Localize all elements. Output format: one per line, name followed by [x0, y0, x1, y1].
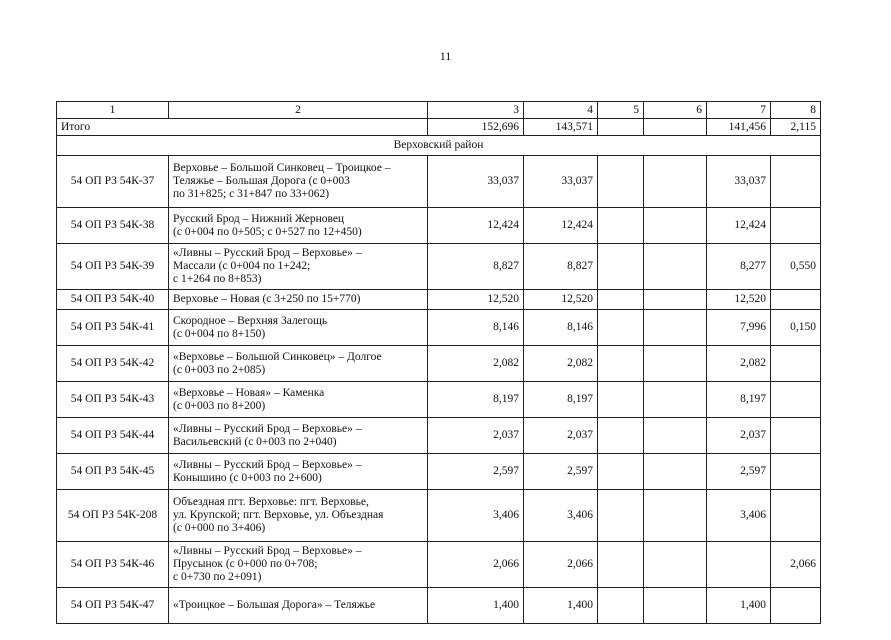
road-name-line: «Ливны – Русский Брод – Верховье» – — [173, 545, 362, 557]
table-row — [57, 244, 821, 290]
table-row — [57, 454, 821, 490]
total-col-4: 143,571 — [524, 119, 598, 136]
value-col-3: 12,520 — [428, 290, 524, 310]
value-col-3: 12,424 — [428, 208, 524, 244]
header-cell: 7 — [707, 102, 771, 119]
value-col-6 — [644, 454, 707, 490]
value-col-8 — [771, 290, 821, 310]
road-name-line: Теляжье – Большая Дорога (с 0+003 — [173, 175, 350, 187]
road-name — [169, 542, 428, 588]
table-row — [57, 588, 821, 624]
value-col-8 — [771, 490, 821, 542]
road-name-line: Скородное – Верхняя Залегощь — [173, 314, 328, 327]
road-registry-table — [56, 101, 821, 624]
value-col-3: 33,037 — [428, 156, 524, 208]
value-col-4: 8,146 — [524, 310, 598, 346]
district-title: Верховский район — [57, 136, 821, 156]
value-col-3: 3,406 — [428, 490, 524, 542]
header-cell: 2 — [169, 102, 428, 119]
total-col-8: 2,115 — [771, 119, 821, 136]
road-name-line: (с 0+004 по 8+150) — [173, 327, 266, 340]
road-code: 54 ОП РЗ 54К-44 — [57, 418, 169, 454]
value-col-6 — [644, 588, 707, 624]
header-cell: 6 — [644, 102, 707, 119]
value-col-8 — [771, 346, 821, 382]
road-name — [169, 490, 428, 542]
value-col-8 — [771, 588, 821, 624]
value-col-4: 2,082 — [524, 346, 598, 382]
value-col-3: 1,400 — [428, 588, 524, 624]
value-col-8 — [771, 156, 821, 208]
value-col-6 — [644, 346, 707, 382]
value-col-5 — [598, 382, 644, 418]
road-name — [169, 244, 428, 290]
road-name-line: «Ливны – Русский Брод – Верховье» – — [173, 247, 362, 259]
table-row — [57, 208, 821, 244]
value-col-4: 2,066 — [524, 542, 598, 588]
road-name — [169, 382, 428, 418]
value-col-5 — [598, 418, 644, 454]
road-name-line: «Ливны – Русский Брод – Верховье» – — [173, 458, 362, 471]
value-col-3: 2,066 — [428, 542, 524, 588]
value-col-4: 12,424 — [524, 208, 598, 244]
road-name — [169, 418, 428, 454]
table-row — [57, 346, 821, 382]
road-code: 54 ОП РЗ 54К-45 — [57, 454, 169, 490]
value-col-6 — [644, 542, 707, 588]
road-name-line: по 31+825; с 31+847 по 33+062) — [173, 188, 330, 200]
value-col-3: 2,082 — [428, 346, 524, 382]
table-row — [57, 542, 821, 588]
road-name-line: с 1+264 по 8+853) — [173, 273, 262, 285]
header-cell: 1 — [57, 102, 169, 119]
road-name-line: Прусынок (с 0+000 по 0+708; — [173, 558, 318, 570]
header-cell: 8 — [771, 102, 821, 119]
road-code: 54 ОП РЗ 54К-39 — [57, 244, 169, 290]
road-code: 54 ОП РЗ 54К-43 — [57, 382, 169, 418]
value-col-4: 2,597 — [524, 454, 598, 490]
value-col-5 — [598, 244, 644, 290]
header-row — [57, 102, 821, 119]
value-col-4: 33,037 — [524, 156, 598, 208]
value-col-7: 12,520 — [707, 290, 771, 310]
road-name-line: Русский Брод – Нижний Жерновец — [173, 212, 345, 225]
road-code: 54 ОП РЗ 54К-208 — [57, 490, 169, 542]
value-col-8: 0,150 — [771, 310, 821, 346]
road-name-line: (с 0+000 по 3+406) — [173, 522, 266, 534]
road-name-line: Объездная пгт. Верховье: пгт. Верховье, — [173, 496, 369, 508]
value-col-5 — [598, 310, 644, 346]
road-code: 54 ОП РЗ 54К-38 — [57, 208, 169, 244]
road-name-line: (с 0+003 по 2+085) — [173, 363, 266, 376]
value-col-6 — [644, 418, 707, 454]
road-name-line: (с 0+004 по 0+505; с 0+527 по 12+450) — [173, 225, 362, 238]
value-col-4: 12,520 — [524, 290, 598, 310]
road-name-line: Васильевский (с 0+003 по 2+040) — [173, 435, 337, 448]
value-col-8 — [771, 382, 821, 418]
table-row — [57, 418, 821, 454]
road-name — [169, 156, 428, 208]
road-name-line: «Верховье – Новая» – Каменка — [173, 386, 325, 399]
road-code: 54 ОП РЗ 54К-41 — [57, 310, 169, 346]
value-col-6 — [644, 208, 707, 244]
value-col-7: 2,082 — [707, 346, 771, 382]
road-name-line: «Верховье – Большой Синковец» – Долгое — [173, 350, 382, 363]
table-row — [57, 310, 821, 346]
value-col-7: 33,037 — [707, 156, 771, 208]
value-col-7: 2,037 — [707, 418, 771, 454]
value-col-3: 2,597 — [428, 454, 524, 490]
total-label: Итого — [57, 119, 428, 136]
value-col-3: 8,146 — [428, 310, 524, 346]
value-col-4: 8,197 — [524, 382, 598, 418]
value-col-5 — [598, 346, 644, 382]
header-cell: 4 — [524, 102, 598, 119]
total-col-6 — [644, 119, 707, 136]
value-col-7: 3,406 — [707, 490, 771, 542]
road-name-line: «Ливны – Русский Брод – Верховье» – — [173, 422, 362, 435]
road-name — [169, 454, 428, 490]
road-name-line: Верховье – Новая (с 3+250 по 15+770) — [173, 293, 361, 305]
road-name-line: (с 0+003 по 8+200) — [173, 399, 266, 412]
table-row — [57, 156, 821, 208]
road-name — [169, 208, 428, 244]
value-col-8: 0,550 — [771, 244, 821, 290]
value-col-4: 2,037 — [524, 418, 598, 454]
value-col-5 — [598, 454, 644, 490]
header-cell: 5 — [598, 102, 644, 119]
value-col-5 — [598, 588, 644, 624]
value-col-4: 8,827 — [524, 244, 598, 290]
table-row — [57, 290, 821, 310]
value-col-7: 12,424 — [707, 208, 771, 244]
road-code: 54 ОП РЗ 54К-40 — [57, 290, 169, 310]
total-col-3: 152,696 — [428, 119, 524, 136]
road-name-line: Верховье – Большой Синковец – Троицкое – — [173, 162, 391, 174]
value-col-7 — [707, 542, 771, 588]
value-col-5 — [598, 542, 644, 588]
value-col-8: 2,066 — [771, 542, 821, 588]
value-col-3: 8,827 — [428, 244, 524, 290]
road-code: 54 ОП РЗ 54К-47 — [57, 588, 169, 624]
value-col-5 — [598, 156, 644, 208]
value-col-5 — [598, 290, 644, 310]
road-name-line: с 0+730 по 2+091) — [173, 571, 262, 583]
header-cell: 3 — [428, 102, 524, 119]
value-col-8 — [771, 208, 821, 244]
total-row — [57, 119, 821, 136]
total-col-7: 141,456 — [707, 119, 771, 136]
value-col-6 — [644, 310, 707, 346]
value-col-7: 2,597 — [707, 454, 771, 490]
value-col-6 — [644, 382, 707, 418]
road-code: 54 ОП РЗ 54К-46 — [57, 542, 169, 588]
value-col-6 — [644, 290, 707, 310]
table-row — [57, 382, 821, 418]
value-col-4: 3,406 — [524, 490, 598, 542]
road-code: 54 ОП РЗ 54К-37 — [57, 156, 169, 208]
value-col-8 — [771, 418, 821, 454]
road-name-line: Массали (с 0+004 по 1+242; — [173, 260, 311, 272]
value-col-7: 1,400 — [707, 588, 771, 624]
road-name — [169, 346, 428, 382]
road-name-line: ул. Крупской; пгт. Верховье, ул. Объездная — [173, 509, 384, 521]
road-name — [169, 290, 428, 310]
district-row — [57, 136, 821, 156]
value-col-6 — [644, 156, 707, 208]
value-col-5 — [598, 208, 644, 244]
total-col-5 — [598, 119, 644, 136]
road-name-line: «Троицкое – Большая Дорога» – Теляжье — [173, 599, 376, 611]
road-name — [169, 588, 428, 624]
value-col-5 — [598, 490, 644, 542]
value-col-8 — [771, 454, 821, 490]
value-col-7: 7,996 — [707, 310, 771, 346]
value-col-7: 8,277 — [707, 244, 771, 290]
page-number: 11 — [439, 49, 452, 63]
value-col-4: 1,400 — [524, 588, 598, 624]
road-code: 54 ОП РЗ 54К-42 — [57, 346, 169, 382]
value-col-3: 2,037 — [428, 418, 524, 454]
value-col-6 — [644, 244, 707, 290]
road-name-line: Конышино (с 0+003 по 2+600) — [173, 471, 322, 484]
value-col-7: 8,197 — [707, 382, 771, 418]
value-col-3: 8,197 — [428, 382, 524, 418]
road-name — [169, 310, 428, 346]
value-col-6 — [644, 490, 707, 542]
table-row — [57, 490, 821, 542]
